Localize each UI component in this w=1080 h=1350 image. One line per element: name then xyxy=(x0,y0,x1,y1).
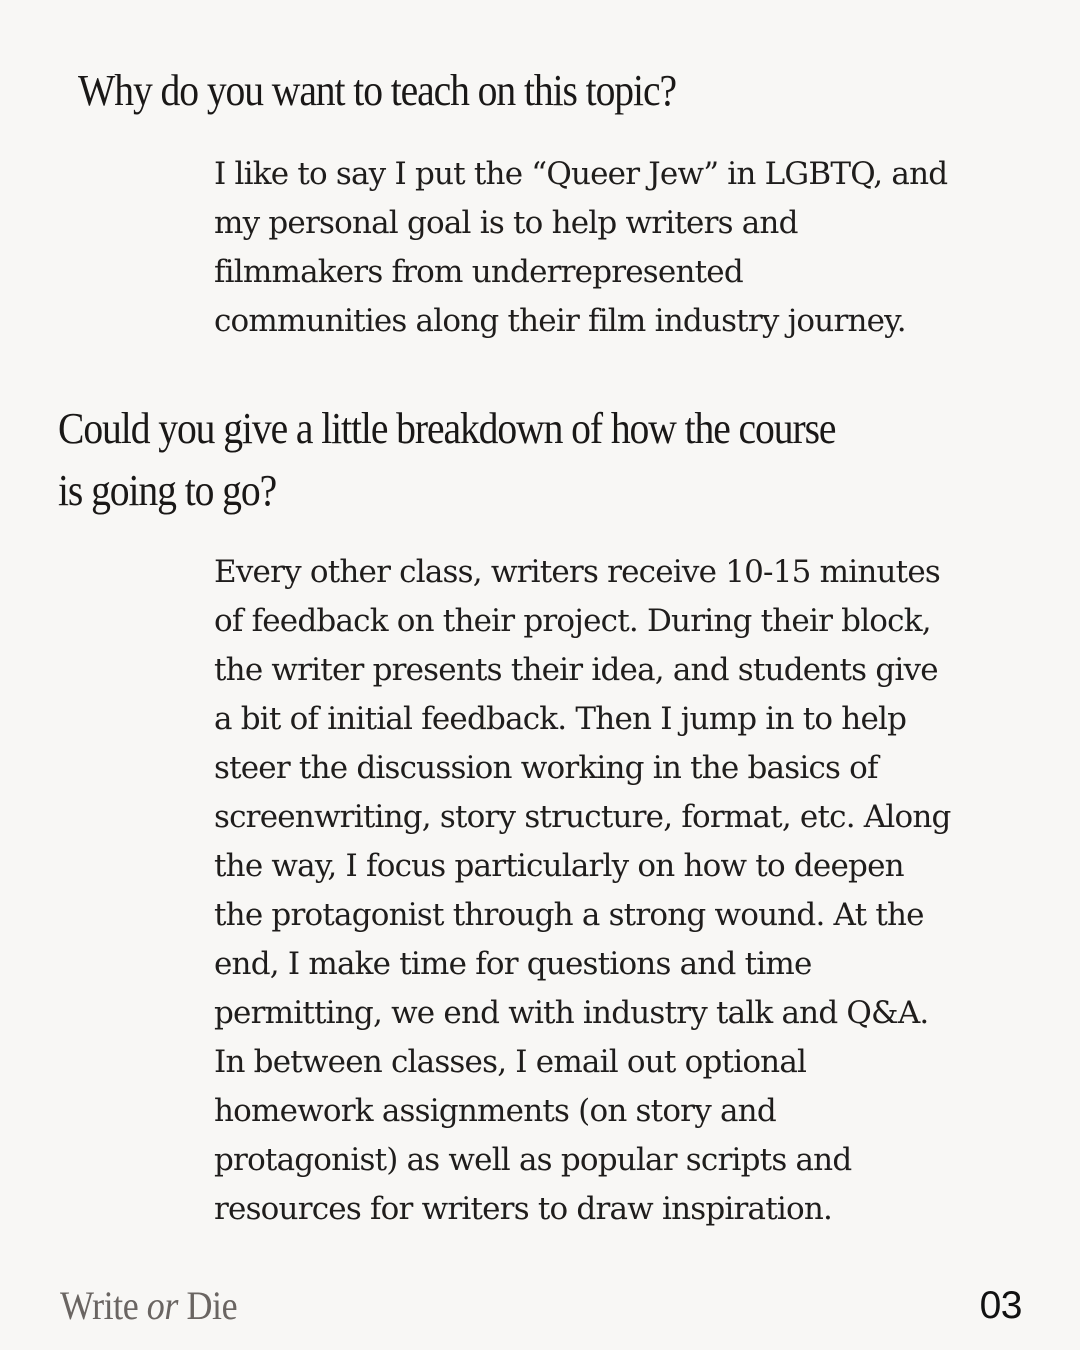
answer-1-line-1: I like to say I put the “Queer Jew” in LGBTQ, and xyxy=(214,156,948,192)
answer-1-line-3: filmmakers from underrepresented xyxy=(214,254,743,290)
brand-word-die: Die xyxy=(177,1283,238,1328)
brand-wordmark xyxy=(60,1282,237,1330)
answer-paragraph-1 xyxy=(214,150,1064,346)
answer-2-line-10: permitting, we end with industry talk and Q&A. xyxy=(214,995,929,1031)
answer-2-line-3: the writer presents their idea, and students give xyxy=(214,652,938,688)
answer-2-line-13: protagonist) as well as popular scripts and xyxy=(214,1142,852,1178)
question-2-line-1: Could you give a little breakdown of how the course xyxy=(58,404,836,453)
answer-2-line-9: end, I make time for questions and time xyxy=(214,946,812,982)
answer-2-line-2: of feedback on their project. During their block, xyxy=(214,603,931,639)
answer-1-line-4: communities along their film industry journey. xyxy=(214,303,906,339)
question-heading-2 xyxy=(58,398,976,522)
answer-2-line-5: steer the discussion working in the basics of xyxy=(214,750,878,786)
answer-2-line-6: screenwriting, story structure, format, etc. Along xyxy=(214,799,951,835)
question-heading-1 xyxy=(78,60,978,122)
answer-2-line-7: the way, I focus particularly on how to deepen xyxy=(214,848,904,884)
answer-paragraph-2 xyxy=(214,548,1064,1234)
answer-2-line-4: a bit of initial feedback. Then I jump in to help xyxy=(214,701,907,737)
answer-2-line-11: In between classes, I email out optional xyxy=(214,1044,807,1080)
answer-2-line-8: the protagonist through a strong wound. At the xyxy=(214,897,924,933)
answer-2-line-12: homework assignments (on story and xyxy=(214,1093,776,1129)
answer-2-line-14: resources for writers to draw inspiration. xyxy=(214,1191,833,1227)
page-number: 03 xyxy=(979,1284,1022,1327)
brand-word-or: or xyxy=(146,1283,178,1328)
answer-1-line-2: my personal goal is to help writers and xyxy=(214,205,798,241)
brand-word-write: Write xyxy=(60,1283,147,1328)
question-1-line-1: Why do you want to teach on this topic? xyxy=(78,66,676,115)
question-2-line-2: is going to go? xyxy=(58,466,277,515)
answer-2-line-1: Every other class, writers receive 10-15 minutes xyxy=(214,554,940,590)
